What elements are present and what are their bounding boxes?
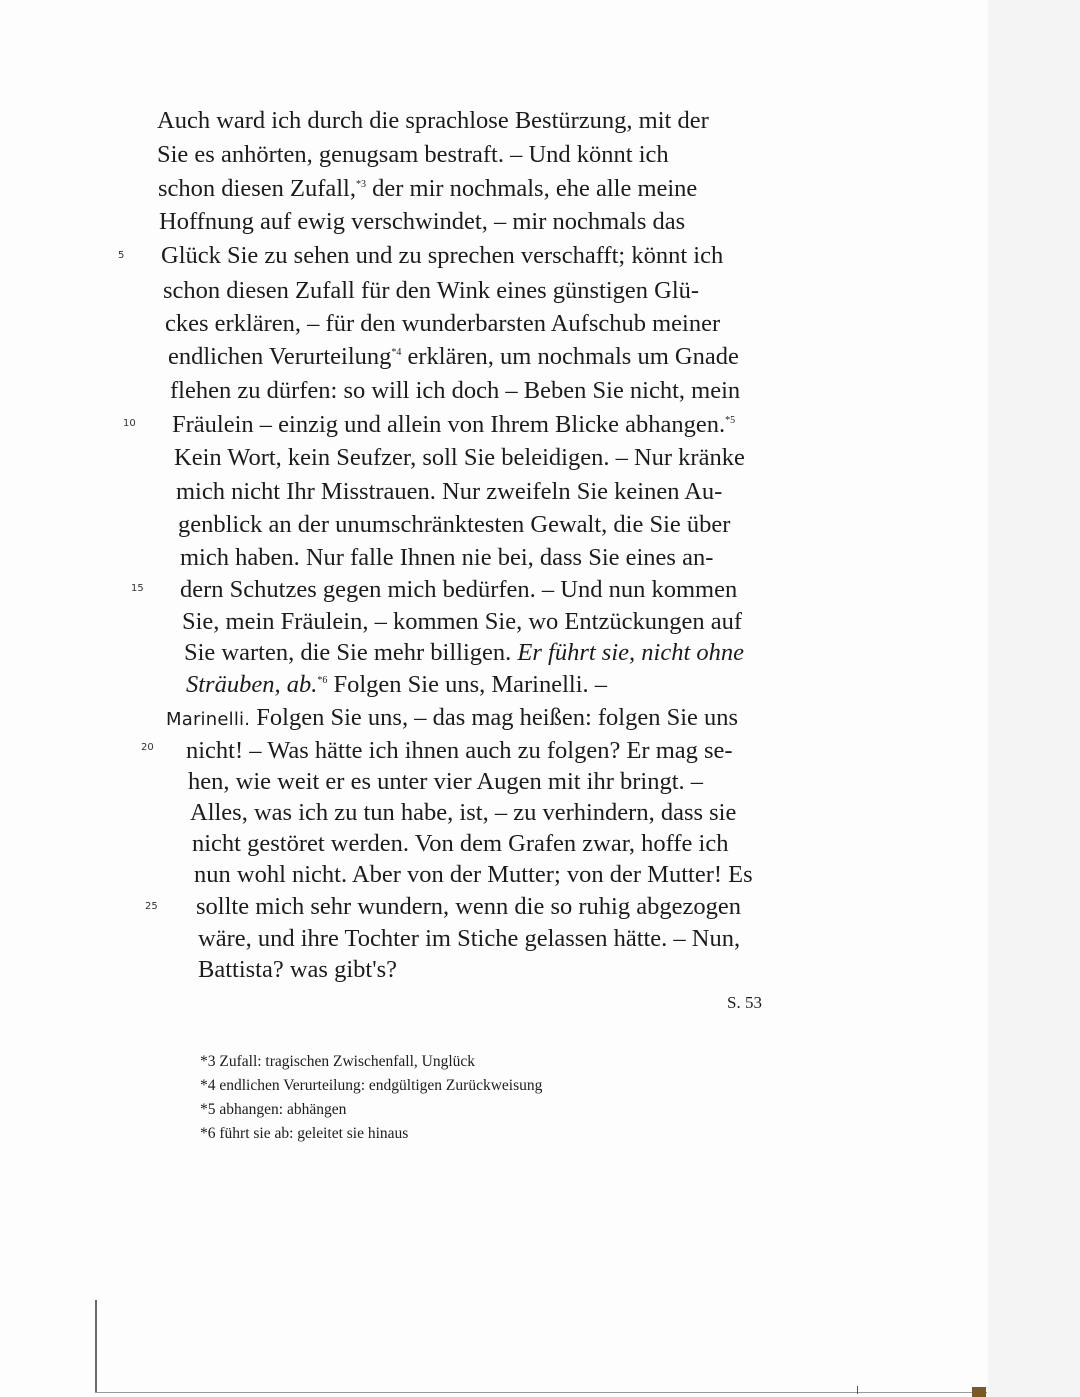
text-line: Auch ward ich durch die sprachlose Bestürzung, mit der [157, 107, 709, 134]
text-line: Alles, was ich zu tun habe, ist, – zu verhindern, dass sie [190, 799, 737, 826]
text-line: genblick an der unumschränktesten Gewalt, die Sie über [178, 511, 731, 538]
stage-direction: Er führt sie, nicht ohne [517, 639, 745, 666]
line-number: 25 [145, 901, 158, 912]
text-line: Kein Wort, kein Seufzer, soll Sie beleidigen. – Nur kränke [174, 444, 745, 471]
scan-mark [857, 1386, 858, 1394]
text-line: Sie es anhörten, genugsam bestraft. – Und könnt ich [157, 141, 669, 168]
line-number: 20 [141, 742, 154, 753]
footnote-ref: *6 [317, 674, 328, 686]
stage-direction: Sträuben, ab. [186, 671, 318, 698]
text-line: nicht gestöret werden. Von dem Grafen zwar, hoffe ich [192, 830, 729, 857]
footnotes [200, 1050, 542, 1146]
line-number: 5 [118, 250, 125, 261]
text-line: schon diesen Zufall für den Wink eines günstigen Glü- [163, 277, 700, 304]
footnote: *5 abhangen: abhängen [200, 1101, 347, 1118]
text-line: Hoffnung auf ewig verschwindet, – mir nochmals das [159, 208, 686, 235]
text-line: sollte mich sehr wundern, wenn die so ruhig abgezogen [196, 893, 741, 920]
footnote: *3 Zufall: tragischen Zwischenfall, Unglück [200, 1053, 476, 1070]
text-line: mich haben. Nur falle Ihnen nie bei, dass Sie eines an- [180, 544, 714, 571]
scan-edge-bottom [95, 1392, 987, 1393]
text-line: endlichen Verurteilung$^{*4}$ erklären, um nochmals um Gnade [168, 343, 739, 370]
footnote: *4 endlichen Verurteilung: endgültigen Zurückweisung [200, 1077, 543, 1094]
text-line: nicht! – Was hätte ich ihnen auch zu folgen? Er mag se- [186, 737, 733, 764]
text-line: hen, wie weit er es unter vier Augen mit ihr bringt. – [188, 768, 704, 795]
line-number: 10 [123, 418, 136, 429]
line-number: 15 [131, 583, 144, 594]
footnote: *6 führt sie ab: geleitet sie hinaus [200, 1125, 409, 1142]
text-line: Marinelli. Folgen Sie uns, – das mag heißen: folgen Sie uns [166, 704, 739, 731]
scan-shadow [988, 0, 1080, 1397]
scan-corner [972, 1387, 986, 1397]
text-line: nun wohl nicht. Aber von der Mutter; von der Mutter! Es [194, 861, 753, 888]
text-line: Glück Sie zu sehen und zu sprechen verschafft; könnt ich [161, 242, 724, 269]
text-line: Sie, mein Fräulein, – kommen Sie, wo Entzückungen auf [182, 608, 742, 635]
footnote-ref: *4 [391, 346, 402, 358]
scan-edge-left [95, 1300, 97, 1392]
text-line: Sie warten, die Sie mehr billigen. Er führt sie, nicht ohne [184, 639, 745, 666]
text-line: dern Schutzes gegen mich bedürfen. – Und nun kommen [180, 576, 738, 603]
footnote-ref: *5 [725, 414, 736, 426]
text-line: ckes erklären, – für den wunderbarsten Aufschub meiner [165, 310, 721, 337]
speaker-name: Marinelli. [166, 709, 251, 730]
footnote-ref: *3 [356, 178, 366, 190]
text-line: Sträuben, ab.$^{*6}$ Folgen Sie uns, Marinelli. – [186, 671, 608, 698]
text-line: wäre, und ihre Tochter im Stiche gelassen hätte. – Nun, [198, 925, 741, 952]
text-line: Battista? was gibt's? [198, 956, 398, 983]
page-reference: S. 53 [727, 993, 762, 1012]
text-line: flehen zu dürfen: so will ich doch – Beben Sie nicht, mein [170, 377, 741, 404]
text-line: schon diesen Zufall,$^{*3}$ der mir nochmals, ehe alle meine [158, 175, 698, 202]
text-line: mich nicht Ihr Misstrauen. Nur zweifeln Sie keinen Au- [176, 478, 723, 505]
text-line: Fräulein – einzig und allein von Ihrem Blicke abhangen.$^{*5}$ [172, 411, 736, 438]
